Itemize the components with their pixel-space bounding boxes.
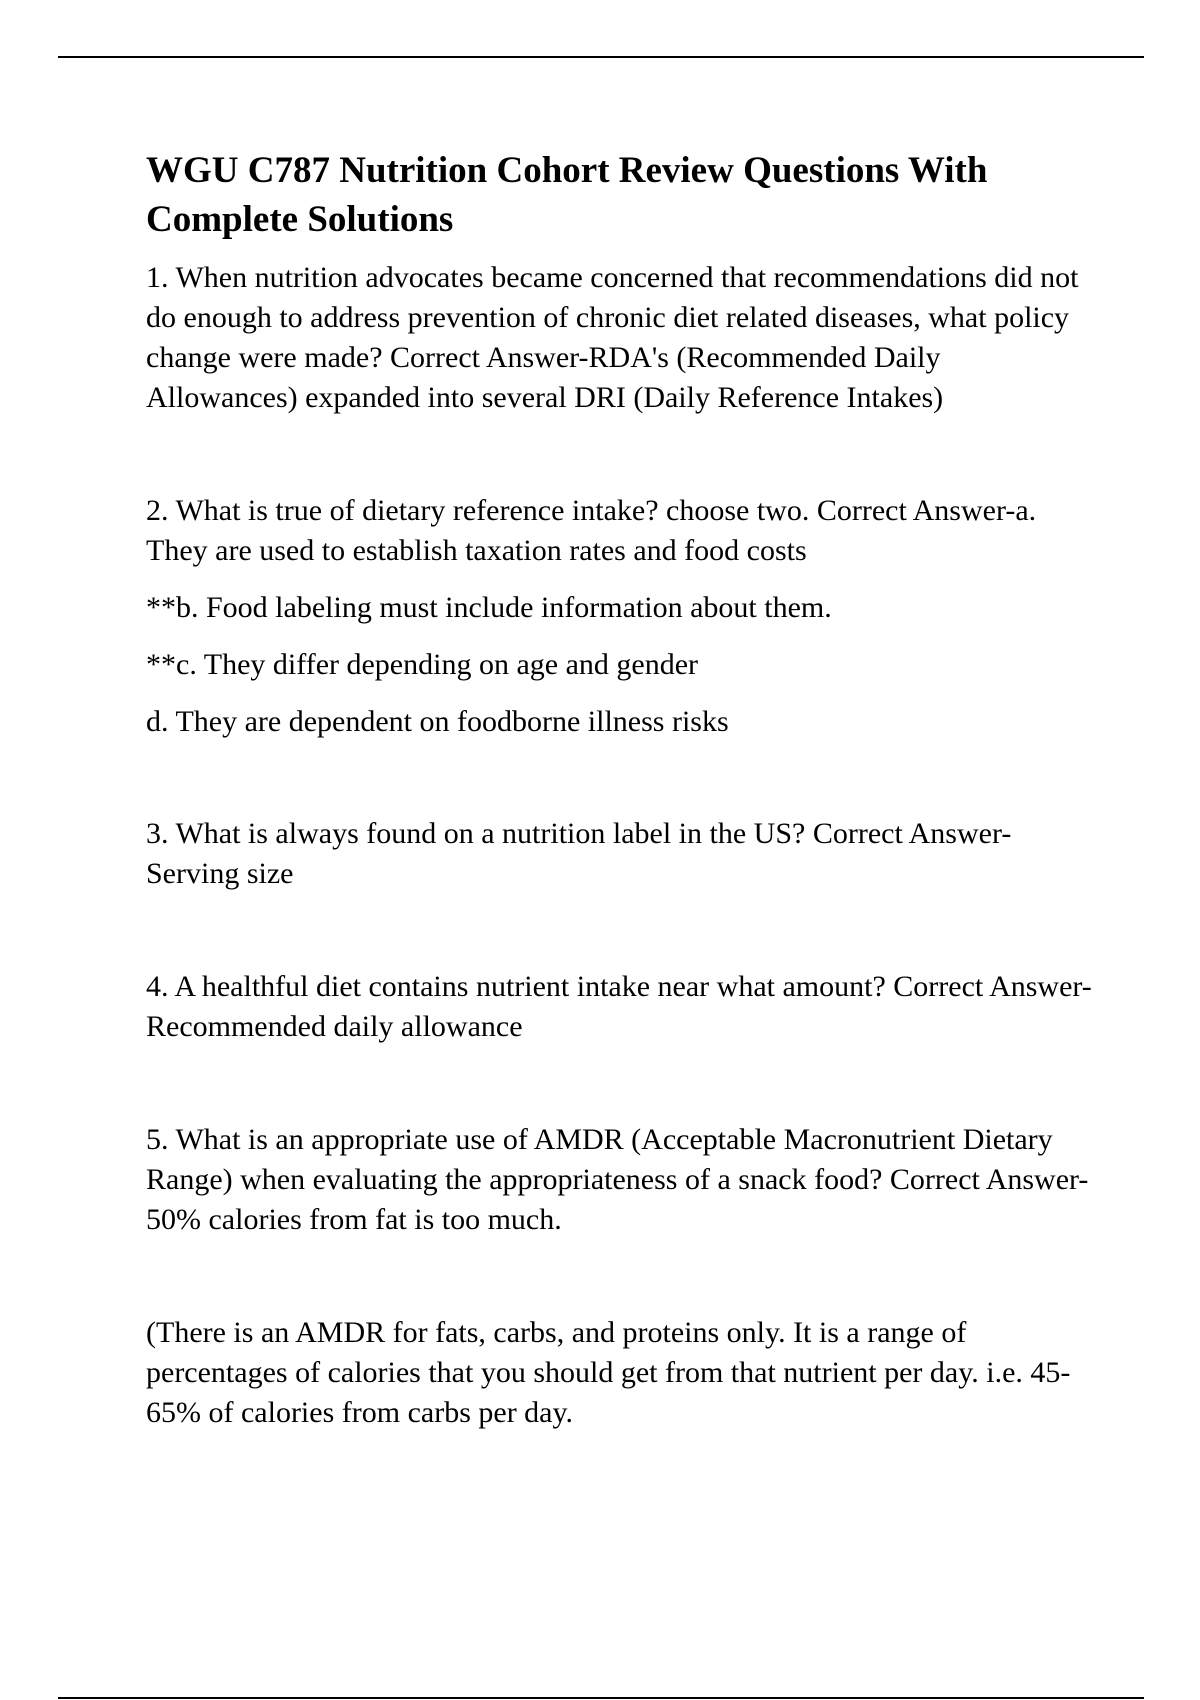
document-body — [146, 146, 1096, 1433]
question-2-option-b: **b. Food labeling must include information about them. — [146, 591, 832, 624]
top-divider — [58, 56, 1144, 58]
amdr-note: (There is an AMDR for fats, carbs, and proteins only. It is a range of percentages of calories that you should get from that nutrient per day. i.e. 45-65% of calories from carbs per day. — [146, 1316, 1071, 1429]
question-2: 2. What is true of dietary reference intake? choose two. Correct Answer-a. They are used to establish taxation rates and food costs — [146, 494, 1037, 567]
document-title: WGU C787 Nutrition Cohort Review Questions With Complete Solutions — [146, 150, 988, 240]
question-5: 5. What is an appropriate use of AMDR (Acceptable Macronutrient Dietary Range) when evaluating the appropriateness of a snack food? Correct Answer-50% calories from fat is too much. — [146, 1123, 1089, 1236]
question-2-option-d: d. They are dependent on foodborne illness risks — [146, 705, 729, 738]
question-1: 1. When nutrition advocates became concerned that recommendations did not do enough to address prevention of chronic diet related diseases, what policy change were made? Correct Answer-RDA's (Recommended Daily Allowances) expanded into several DRI (Daily Reference Intakes) — [146, 261, 1079, 414]
question-4: 4. A healthful diet contains nutrient intake near what amount? Correct Answer-Recommended daily allowance — [146, 970, 1092, 1043]
question-3: 3. What is always found on a nutrition label in the US? Correct Answer-Serving size — [146, 817, 1012, 890]
question-2-option-c: **c. They differ depending on age and gender — [146, 648, 699, 681]
bottom-divider — [58, 1697, 1144, 1699]
